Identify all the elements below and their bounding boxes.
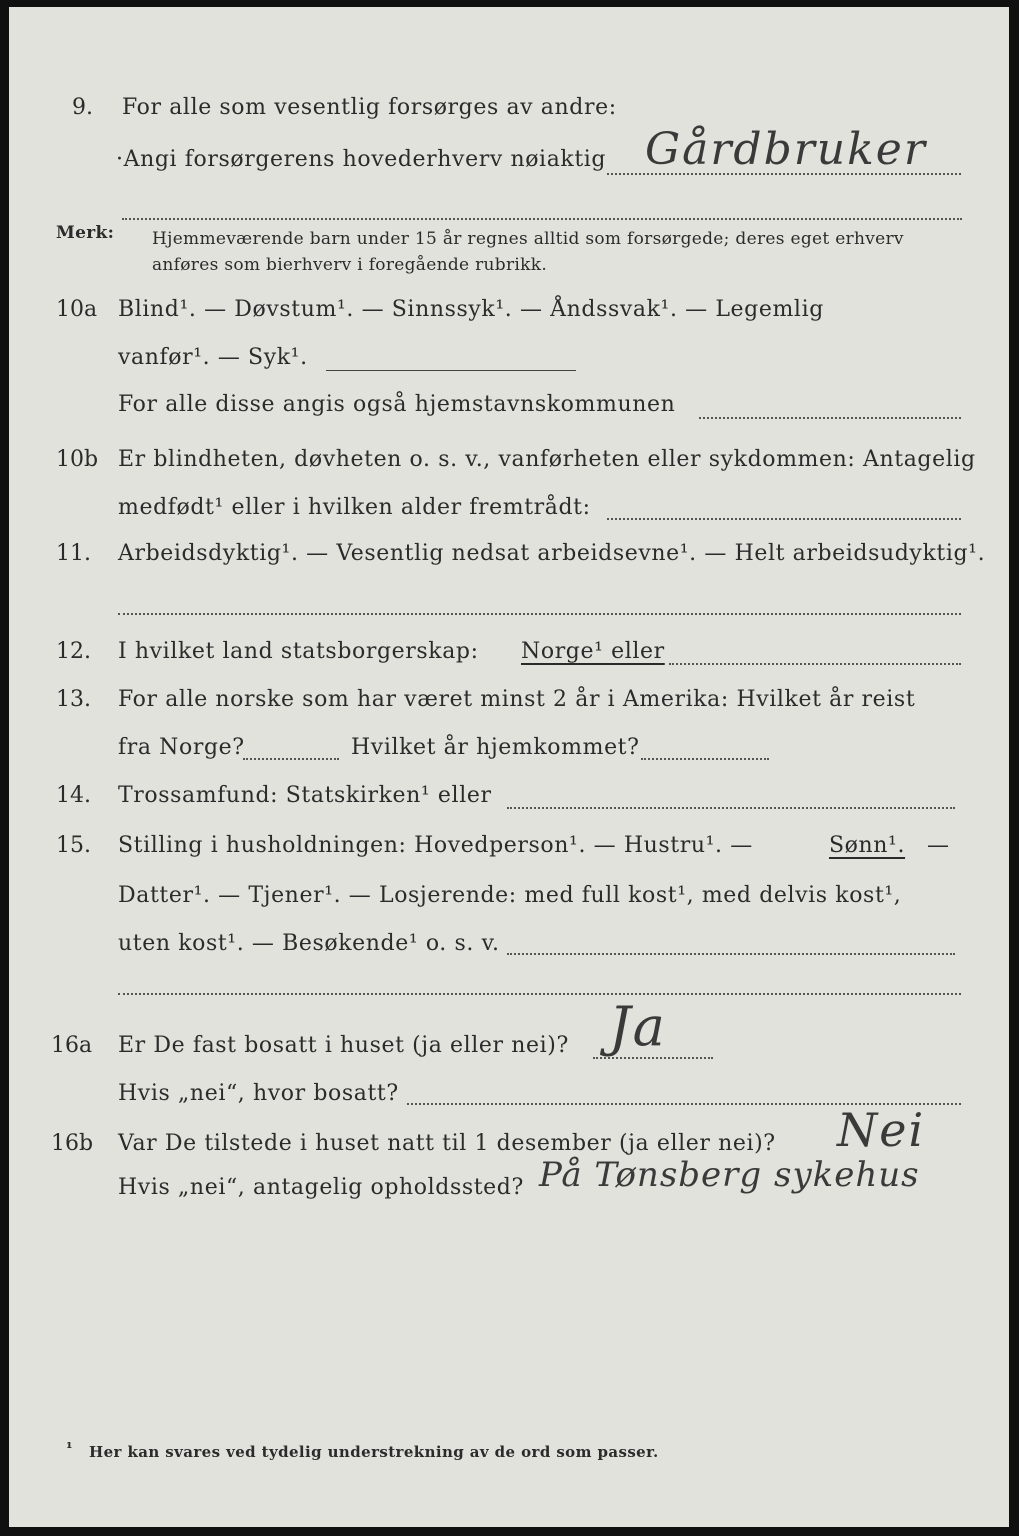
q16b-handwritten-answer2: På Tønsberg sykehus (539, 1155, 920, 1195)
merk-line2: anføres som bierhverv i foregående rubrikk. (152, 255, 548, 275)
q16a-line1: Er De fast bosatt i huset (ja eller nei)? (118, 1033, 569, 1058)
q10b-number: 10b (56, 447, 99, 472)
q13-line2b: Hvilket år hjemkommet? (351, 735, 640, 760)
q14-number: 14. (56, 783, 91, 808)
q10a-line1: Blind¹. — Døvstum¹. — Sinnssyk¹. — Åndssvak¹. — Legemlig (118, 297, 824, 322)
q16b-handwritten-answer1: Nei (837, 1103, 926, 1157)
separator-line (122, 218, 962, 220)
q13-departure-line (243, 758, 339, 760)
q10a-hometown-line (699, 417, 961, 419)
q9-line1: For alle som vesentlig forsørges av andre: (122, 95, 617, 120)
q15-answer-line (507, 953, 955, 955)
q16b-line1: Var De tilstede i huset natt til 1 desember (ja eller nei)? (118, 1131, 776, 1156)
q15-line3: uten kost¹. — Besøkende¹ o. s. v. (118, 931, 500, 956)
q15-line1a: Stilling i husholdningen: Hovedperson¹. — Hustru¹. — (118, 833, 753, 858)
q13-number: 13. (56, 687, 91, 712)
q14-line1: Trossamfund: Statskirken¹ eller (118, 783, 492, 808)
q15-extra-line (118, 993, 961, 995)
merk-line1: Hjemmeværende barn under 15 år regnes alltid som forsørgede; deres eget erhverv (152, 229, 904, 249)
q9-line2: ·Angi forsørgerens hovederhverv nøiaktig (116, 147, 607, 172)
q13-return-line (641, 758, 769, 760)
q13-line1: For alle norske som har været minst 2 år i Amerika: Hvilket år reist (118, 687, 916, 712)
q16a-handwritten-answer: Ja (609, 995, 667, 1058)
q14-answer-line (507, 807, 955, 809)
q16a-line2: Hvis „nei“, hvor bosatt? (118, 1081, 399, 1106)
footnote-text: Her kan svares ved tydelig understrekning av de ord som passer. (89, 1443, 659, 1461)
footnote-mark: ¹ (66, 1439, 73, 1457)
q16b-number: 16b (51, 1131, 94, 1156)
q12-number: 12. (56, 639, 91, 664)
q12-prefix: I hvilket land statsborgerskap: (118, 639, 479, 664)
merk-label: Merk: (56, 223, 115, 243)
q10a-line2: vanfør¹. — Syk¹. (118, 345, 308, 370)
q10a-answer-line (326, 370, 576, 371)
q10a-number: 10a (56, 297, 98, 322)
q10b-answer-line (607, 518, 961, 520)
q15-line1-dash: — (927, 833, 950, 858)
q13-line2a: fra Norge? (118, 735, 245, 760)
q11-answer-line (118, 613, 961, 615)
q15-line2: Datter¹. — Tjener¹. — Losjerende: med full kost¹, med delvis kost¹, (118, 883, 902, 908)
q10a-line3: For alle disse angis også hjemstavnskommunen (118, 392, 676, 417)
q12-answer-line (669, 663, 961, 665)
q15-number: 15. (56, 833, 91, 858)
q12-option-norge: Norge¹ eller (521, 639, 665, 664)
q16a-number: 16a (51, 1033, 93, 1058)
q10b-line2: medfødt¹ eller i hvilken alder fremtrådt: (118, 495, 591, 520)
q16b-line2: Hvis „nei“, antagelig opholdssted? (118, 1175, 524, 1200)
q10b-line1: Er blindheten, døvheten o. s. v., vanførheten eller sykdommen: Antagelig (118, 447, 976, 472)
q9-number: 9. (72, 95, 93, 120)
q9-handwritten-answer: Gårdbruker (645, 124, 927, 175)
q15-option-sonn: Sønn¹. (829, 833, 906, 858)
census-form-page (9, 7, 1009, 1527)
q11-line1: Arbeidsdyktig¹. — Vesentlig nedsat arbeidsevne¹. — Helt arbeidsudyktig¹. (118, 541, 986, 566)
q11-number: 11. (56, 541, 91, 566)
